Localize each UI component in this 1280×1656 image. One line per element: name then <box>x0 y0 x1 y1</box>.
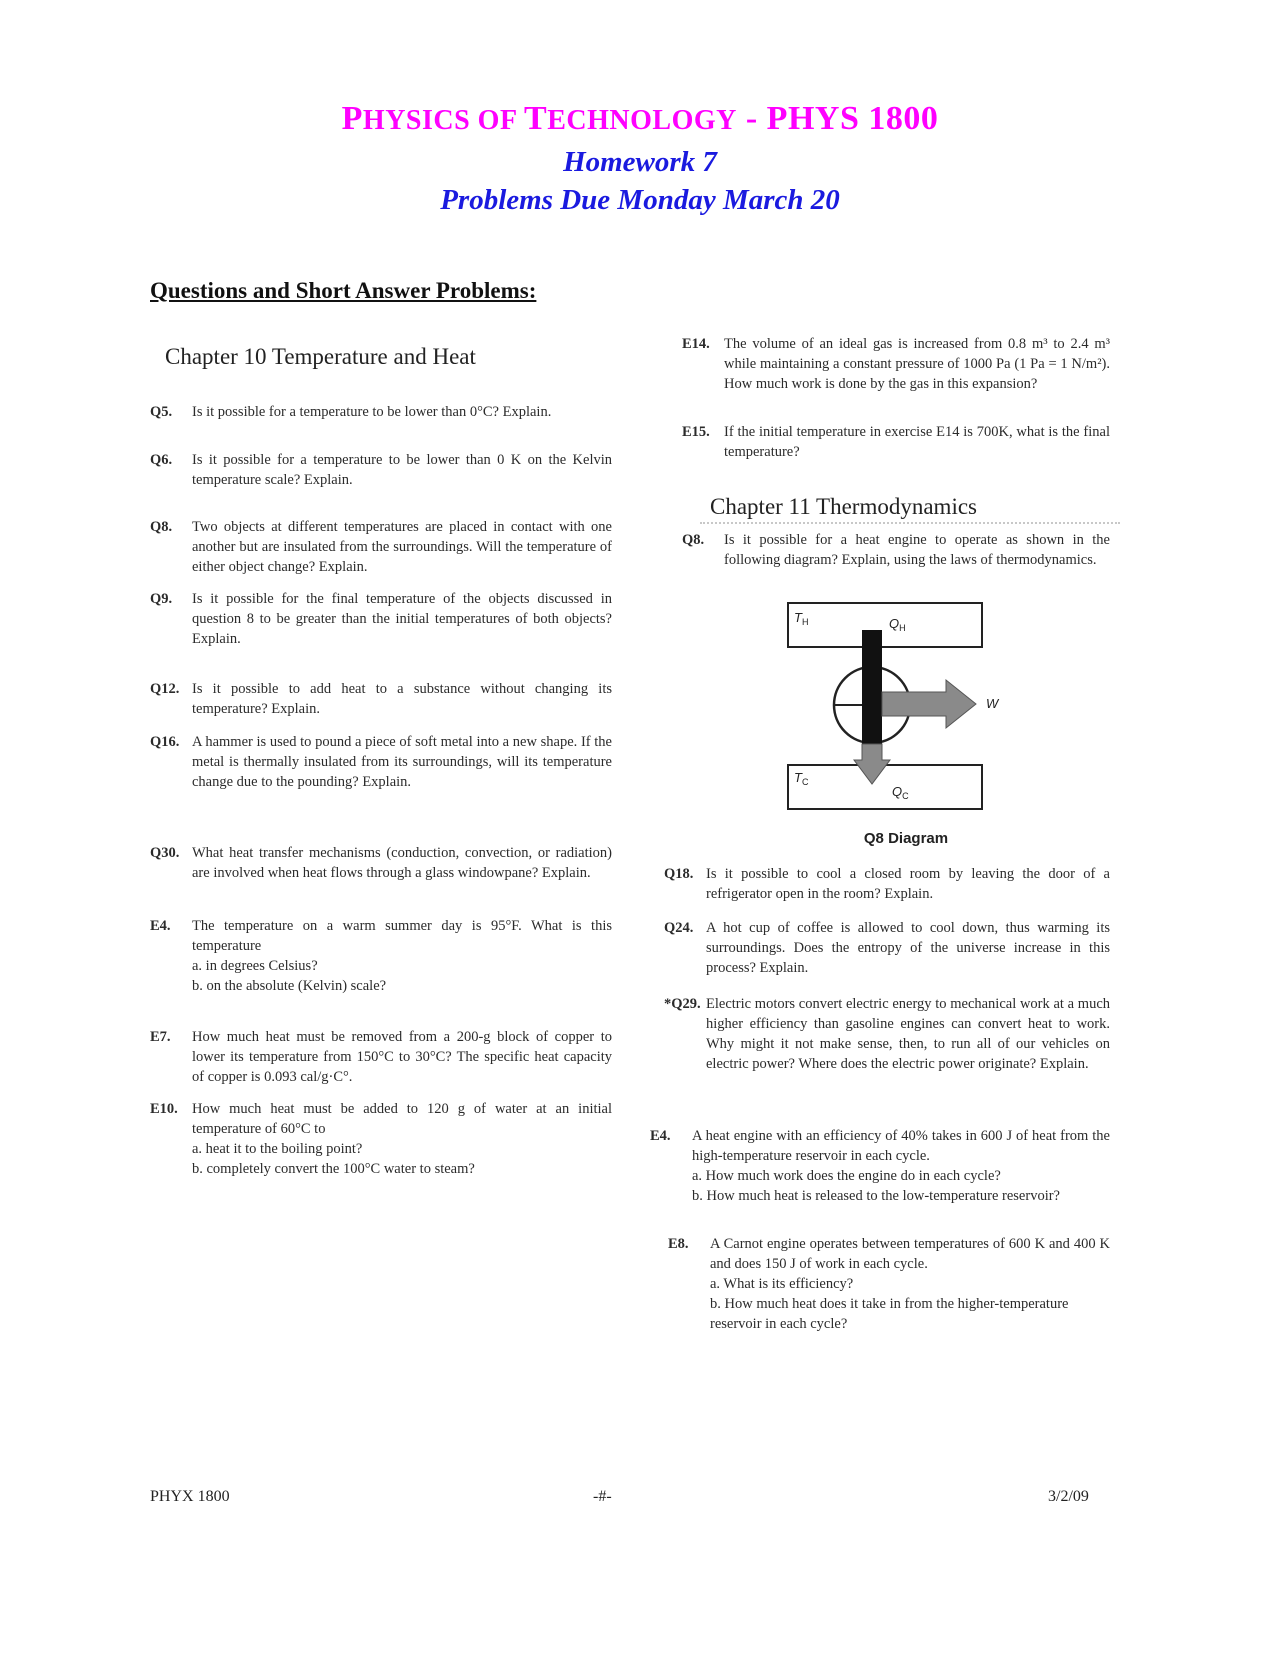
diagram-caption: Q8 Diagram <box>863 830 949 847</box>
svg-text:QH: $Q_H$ <box>889 616 906 633</box>
problem-c10-q16: Q16. A hammer is used to pound a piece of soft metal into a new shape. If the metal is thermally insulated from its surroundings, will its temperature change due to the pounding? Explain. <box>150 734 612 790</box>
footer-page-number: -#- <box>593 1488 612 1505</box>
problem-c11-e8: E8. A Carnot engine operates between temperatures of 600 K and 400 K and does 150 J of work in each cycle. a. What is its efficiency? b. How much heat does it take in from the higher-temperature reservoir in each cycle? <box>668 1236 1110 1332</box>
problem-c10-e10: E10. How much heat must be added to 120 g of water at an initial temperature of 60°C to a. heat it to the boiling point? b. completely convert the 100°C water to steam? <box>150 1101 612 1177</box>
section-heading: Questions and Short Answer Problems: <box>150 278 537 303</box>
problem-c10-q5: Q5. Is it possible for a temperature to be lower than 0°C? Explain. <box>150 404 552 420</box>
chapter-divider <box>700 522 1120 524</box>
heat-engine-diagram <box>786 600 1026 830</box>
hot-reservoir-box <box>788 603 982 647</box>
cold-reservoir-box <box>788 765 982 809</box>
chapter11-title: Chapter 11 Thermodynamics <box>710 494 977 519</box>
problem-c10-e7: E7. How much heat must be removed from a 200-g block of copper to lower its temperature from 150°C to 30°C? The specific heat capacity of copper is 0.093 cal/g·C°. <box>150 1029 612 1085</box>
problem-c11-q8: Q8. Is it possible for a heat engine to operate as shown in the following diagram? Explain, using the laws of thermodynamics. <box>682 532 1110 568</box>
problem-c10-e4: E4. The temperature on a warm summer day is 95°F. What is this temperature a. in degrees Celsius? b. on the absolute (Kelvin) scale? <box>150 918 612 994</box>
problem-c10-e14: E14. The volume of an ideal gas is increased from 0.8 m³ to 2.4 m³ while maintaining a constant pressure of 1000 Pa (1 Pa = 1 N/m²). How much work is done by the gas in this expansion? <box>682 336 1110 392</box>
problem-c10-q8: Q8. Two objects at different temperatures are placed in contact with one another but are insulated from the surroundings. Will the temperature of either object change? Explain. <box>150 519 612 575</box>
svg-text:W: W <box>986 696 999 711</box>
heat-flow-bar <box>862 630 882 744</box>
footer-course-code: PHYX 1800 <box>150 1488 230 1505</box>
problem-c11-q18: Q18. Is it possible to cool a closed room by leaving the door of a refrigerator open in the room? Explain. <box>664 866 1110 902</box>
svg-text:TC: $T_C$ <box>794 770 809 787</box>
chapter10-title: Chapter 10 Temperature and Heat <box>165 344 476 369</box>
problem-c10-e15: E15. If the initial temperature in exercise E14 is 700K, what is the final temperature? <box>682 424 1110 460</box>
svg-text:QC: $Q_C$ <box>892 784 909 801</box>
homework-number: Homework 7 <box>563 146 717 178</box>
problem-c11-e4: E4. A heat engine with an efficiency of 40% takes in 600 J of heat from the high-temperature reservoir in each cycle. a. How much work does the engine do in each cycle? b. How much heat is released to the low-temperature reservoir? <box>650 1128 1110 1204</box>
problem-c11-q29: *Q29. Electric motors convert electric energy to mechanical work at a much higher efficiency than gasoline engines can convert heat to work. Why might it not make sense, then, to run all of our vehicles on electric power? Where does the electric power originate? Explain. <box>664 996 1110 1072</box>
due-date: Problems Due Monday March 20 <box>440 184 840 216</box>
problem-c10-q6: Q6. Is it possible for a temperature to be lower than 0 K on the Kelvin temperature scale? Explain. <box>150 452 612 488</box>
problem-c10-q12: Q12. Is it possible to add heat to a substance without changing its temperature? Explain. <box>150 681 612 717</box>
problem-c10-q30: Q30. What heat transfer mechanisms (conduction, convection, or radiation) are involved when heat flows through a glass windowpane? Explain. <box>150 845 612 881</box>
footer-date: 3/2/09 <box>1048 1488 1089 1505</box>
document-title: PHYSICS OF TECHNOLOGY - PHYS 1800 <box>341 100 939 137</box>
problem-c10-q9: Q9. Is it possible for the final temperature of the objects discussed in question 8 to be greater than the initial temperatures of both objects? Explain. <box>150 591 612 647</box>
problem-c11-q24: Q24. A hot cup of coffee is allowed to cool down, thus warming its surroundings. Does the entropy of the universe increase in this process? Explain. <box>664 920 1110 976</box>
svg-text:TH: $T_H$ <box>794 610 809 627</box>
